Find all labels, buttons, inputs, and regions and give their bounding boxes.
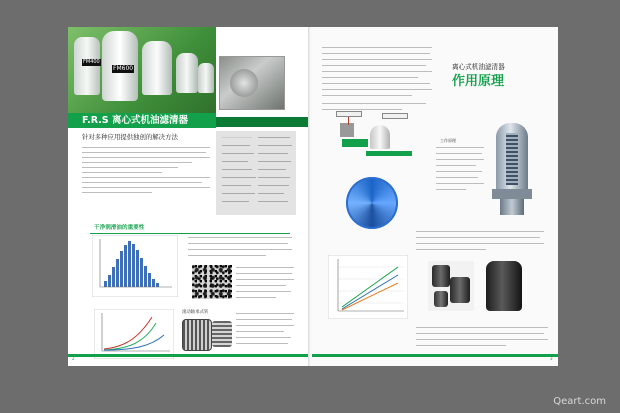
product-label: FM400 — [83, 59, 100, 65]
product-label: FM600 — [113, 65, 134, 72]
bearing-image-2 — [212, 321, 232, 347]
inset-caption: 滚动轴承式转 — [182, 310, 209, 315]
filter-cutaway — [488, 123, 536, 219]
filter-canister — [176, 53, 198, 93]
left-page — [68, 27, 310, 366]
applications-box — [216, 131, 296, 215]
footer-rule — [68, 354, 310, 357]
right-title-line2: 作用原理 — [452, 74, 505, 89]
principle-text — [436, 147, 486, 217]
hero-photo — [68, 27, 216, 117]
particle-image — [192, 265, 232, 299]
principle-subheading: 工作原理 — [440, 138, 456, 143]
filter-canister — [142, 41, 172, 95]
lower-text — [236, 313, 296, 353]
wear-chart — [94, 309, 174, 359]
footer-rule — [312, 354, 558, 357]
page-number: 3 — [550, 356, 553, 361]
subtitle: 针对多种应用提供独创的解决方法 — [82, 133, 178, 141]
section-rule — [90, 233, 290, 234]
figure-text — [188, 237, 296, 261]
banner-extension — [216, 117, 310, 127]
filter-canister — [198, 63, 214, 93]
turbine-image — [346, 177, 398, 229]
intro-text — [82, 147, 212, 195]
middle-text — [416, 231, 546, 253]
filter-canister — [74, 37, 100, 95]
right-title-line1: 离心式机油滤清器 — [452, 63, 505, 71]
bottom-text — [416, 327, 550, 353]
page-number: 2 — [72, 356, 75, 361]
principle-diagram — [336, 107, 416, 159]
section-title: 干净润滑油的重要性 — [94, 225, 145, 231]
bearing-image — [182, 319, 212, 351]
hero-banner — [68, 113, 216, 128]
right-page — [312, 27, 558, 366]
particle-text — [236, 267, 296, 307]
hero-title: F.R.S 离心式机油滤清器 — [82, 115, 188, 126]
machine-photo — [219, 56, 285, 110]
distribution-figure — [92, 235, 178, 297]
performance-chart — [328, 255, 408, 319]
housing-photo — [486, 261, 522, 311]
watermark: Qeart.com — [553, 396, 606, 407]
rotor-photo — [428, 261, 474, 311]
